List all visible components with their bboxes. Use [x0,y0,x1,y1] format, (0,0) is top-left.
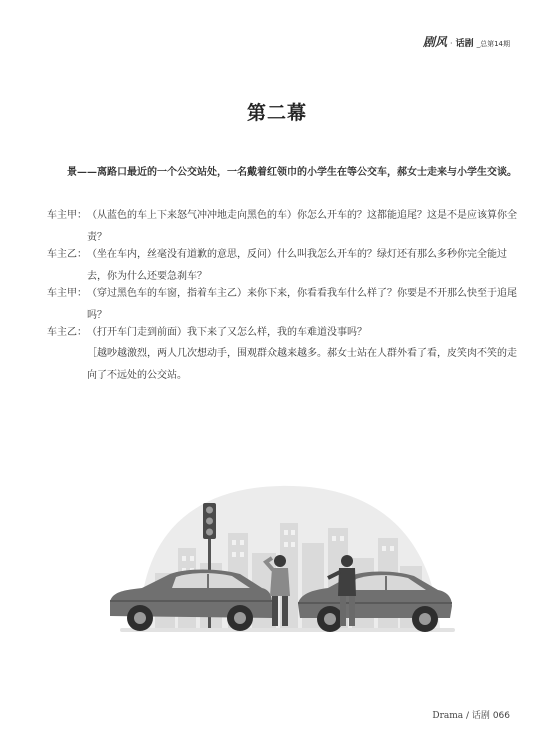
stage-direction: ［越吵越激烈，两人几次想动手，围观群众越来越多。郝女士站在人群外看了看，皮笑肉不笑的走向了不远处的公交站。 [87,348,517,381]
speaker-label: 车主乙： [47,249,87,260]
header-dot: · [450,39,453,48]
section-name: 话剧 [455,39,474,49]
dialogue-text: （从蓝色的车上下来怒气冲冲地走向黑色的车）你怎么开车的？这都能追尾？这是不是应该算你全责？ [87,210,517,243]
car-accident-illustration [100,478,470,658]
dialogue-text: （穿过黑色车的车窗，指着车主乙）来你下来，你看看我车什么样了？你要是不开那么快至于追尾吗？ [87,288,517,321]
page-number: 066 [492,711,510,721]
speaker-label: 车主甲： [47,210,87,221]
act-title: 第二幕 [246,102,307,124]
footer-separator: / [463,711,472,721]
ground-shadow [120,628,455,632]
dialogue-text: （坐在车内，丝毫没有道歉的意思，反问）什么叫我怎么开车的？绿灯还有那么多秒你完全能过去，你为什么还要急刹车？ [87,249,507,282]
scene-description: 景——离路口最近的一个公交站处，一名戴着红领巾的小学生在等公交车，郝女士走来与小学生交谈。 [67,167,517,178]
page-footer [432,708,510,721]
footer-chinese: 话剧 [471,711,490,721]
speaker-label: 车主乙： [47,327,87,338]
running-header [423,33,510,50]
footer-english: Drama [432,711,464,721]
dialogue-text: （打开车门走到前面）我下来了又怎么样，我的车难道没事吗？ [87,327,367,338]
speaker-label: 车主甲： [47,288,87,299]
magazine-logo: 剧风 [423,35,448,49]
issue-number: _总第14期 [476,40,510,48]
